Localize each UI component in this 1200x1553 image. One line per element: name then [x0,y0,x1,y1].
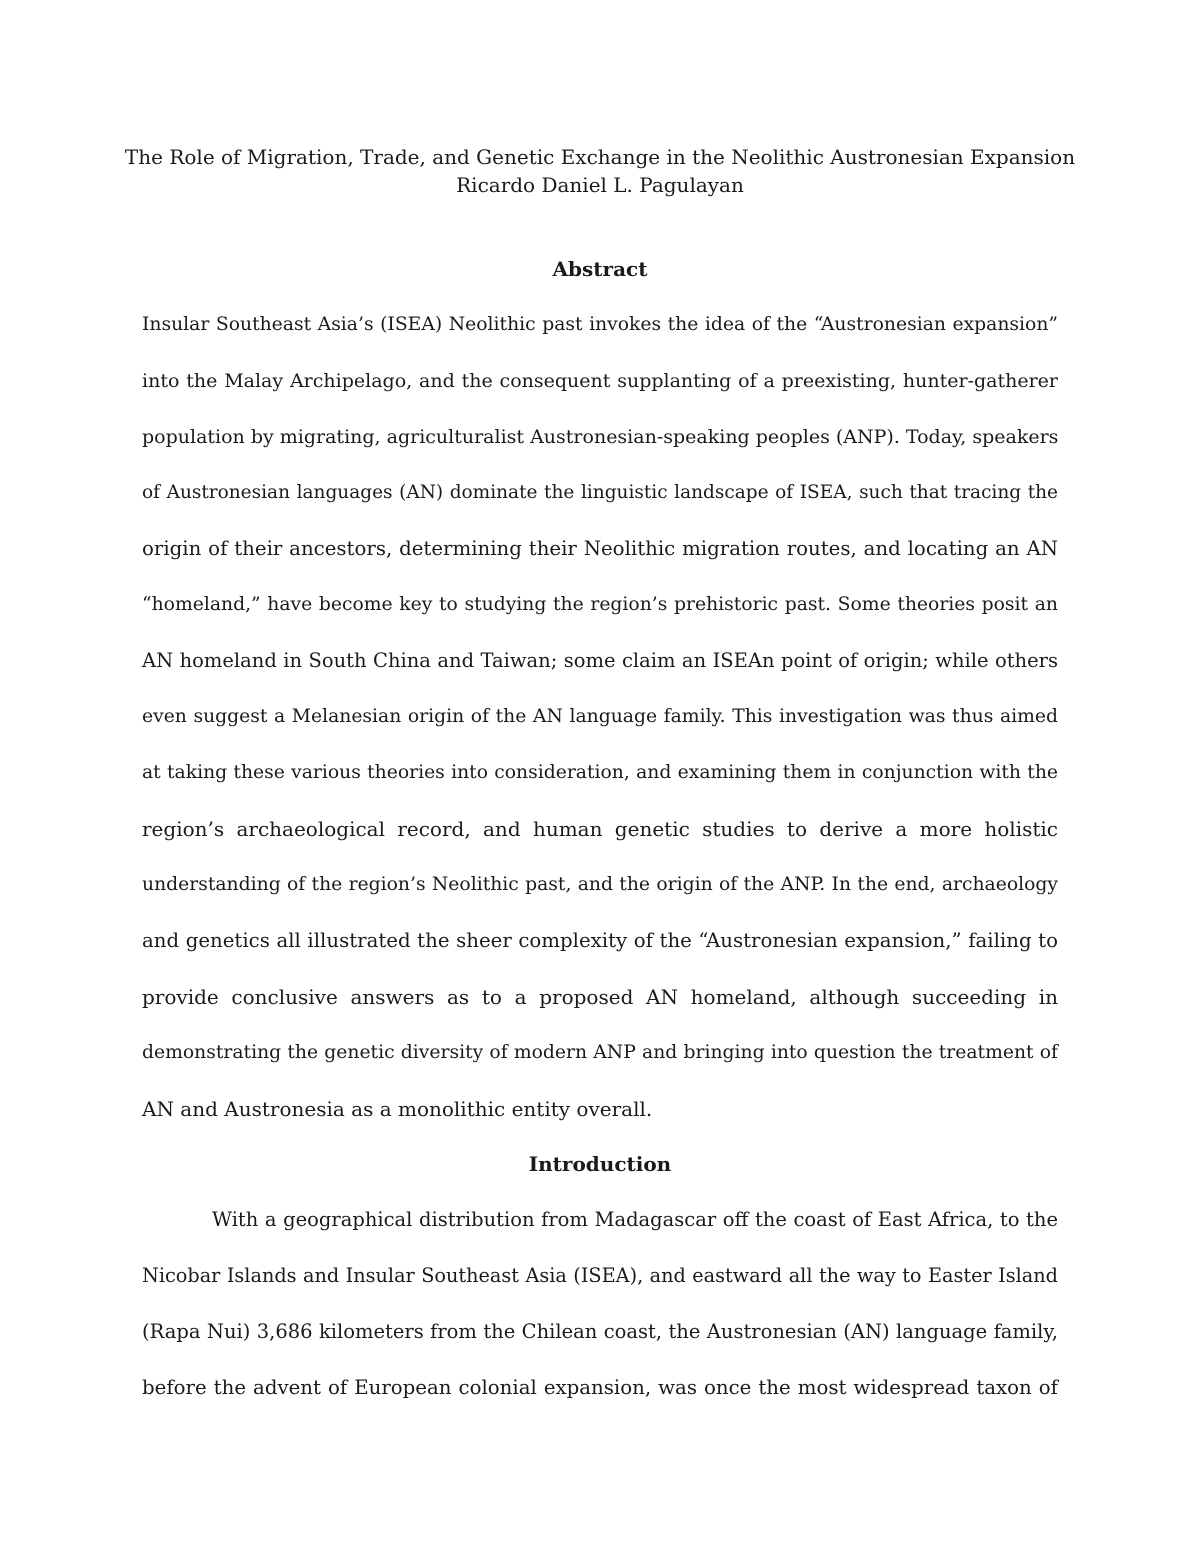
title-block [100,143,1100,199]
paper-author: Ricardo Daniel L. Pagulayan [456,173,744,197]
abstract-line: region’s archaeological record, and human genetic studies to derive a more holistic [142,817,1058,841]
introduction-line: Nicobar Islands and Insular Southeast Asia (ISEA), and eastward all the way to Easter Island [142,1264,1058,1287]
introduction-heading: Introduction [528,1152,672,1176]
abstract-line: even suggest a Melanesian origin of the AN language family. This investigation was thus aimed [142,706,1058,727]
abstract-line: provide conclusive answers as to a proposed AN homeland, although succeeding in [142,985,1058,1009]
abstract-heading: Abstract [552,257,648,281]
abstract-line: and genetics all illustrated the sheer complexity of the “Austronesian expansion,” failing to [142,929,1058,952]
abstract-line: population by migrating, agriculturalist Austronesian-speaking peoples (ANP). Today, speakers [142,426,1059,448]
abstract-line: AN and Austronesia as a monolithic entity overall. [142,1097,653,1121]
abstract-line: at taking these various theories into consideration, and examining them in conjunction with the [142,762,1058,783]
paper-title: The Role of Migration, Trade, and Genetic Exchange in the Neolithic Austronesian Expansion [124,145,1076,169]
introduction-line: With a geographical distribution from Madagascar off the coast of East Africa, to the [212,1208,1058,1231]
abstract-line: “homeland,” have become key to studying the region’s prehistoric past. Some theories posit an [142,594,1058,615]
abstract-line: of Austronesian languages (AN) dominate the linguistic landscape of ISEA, such that tracing the [142,482,1058,503]
introduction-line: before the advent of European colonial expansion, was once the most widespread taxon of [142,1376,1058,1399]
abstract-line: AN homeland in South China and Taiwan; some claim an ISEAn point of origin; while others [142,649,1058,672]
abstract-line: origin of their ancestors, determining their Neolithic migration routes, and locating an AN [142,537,1058,560]
abstract-line: Insular Southeast Asia’s (ISEA) Neolithic past invokes the idea of the “Austronesian expansion” [142,314,1058,335]
abstract-line: understanding of the region’s Neolithic past, and the origin of the ANP. In the end, archaeology [142,874,1058,895]
introduction-line: (Rapa Nui) 3,686 kilometers from the Chilean coast, the Austronesian (AN) language family, [142,1320,1058,1343]
abstract-line: demonstrating the genetic diversity of modern ANP and bringing into question the treatment of [142,1042,1058,1063]
abstract-line: into the Malay Archipelago, and the consequent supplanting of a preexisting, hunter-gatherer [142,370,1058,392]
